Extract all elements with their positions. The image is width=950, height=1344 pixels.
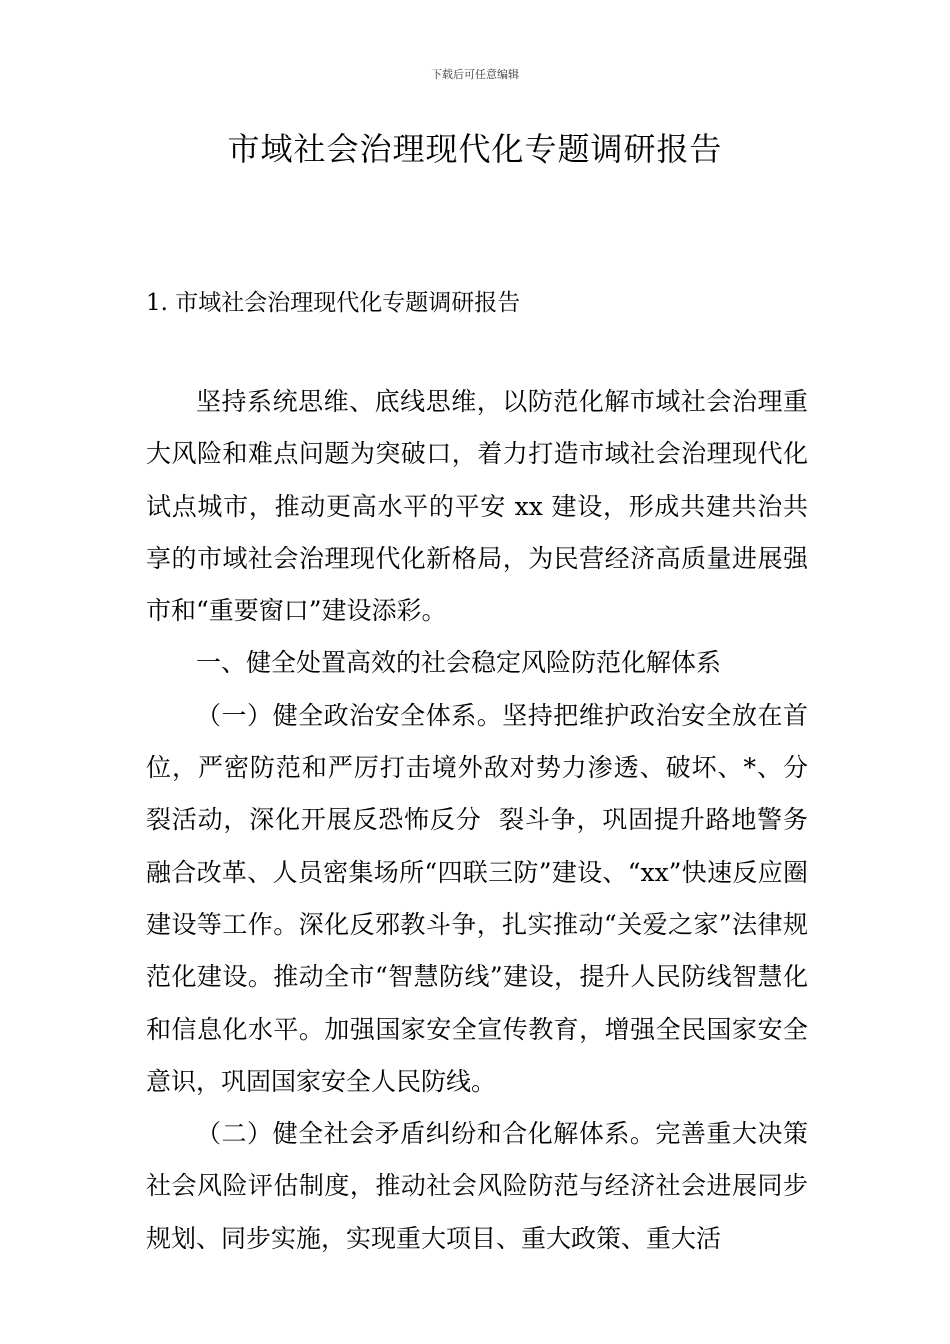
paragraph-conflict-resolution: （二）健全社会矛盾纠纷和合化解体系。完善重大决策社会风险评估制度，推动社会风险防范与经济社会进展同步规划、同步实施，实现重大项目、重大政策、重大活 (146, 1119, 808, 1253)
paragraph-political-security: （一）健全政治安全体系。坚持把维护政治安全放在首位，严密防范和严厉打击境外敌对势力渗透、破坏、*、分 裂活动，深化开展反恐怖反分 裂斗争，巩固提升路地警务融合改革、人员密集场所“四联三防”建设、“xx”快速反应圈建设等工作。深化反邪教斗争，扎实推动“关爱之家”法律规范化建设。推动全市“智慧防线”建设，提升人民防线智慧化和信息化水平。加强国家安全宣传教育，增强全民国家安全意识，巩固国家安全人民防线。 (146, 700, 824, 1096)
paragraph-heading-one: 一、健全处置高效的社会稳定风险防范化解体系 (196, 648, 722, 678)
document-title: 市域社会治理现代化专题调研报告 (227, 130, 723, 168)
section-heading: 1. 市域社会治理现代化专题调研报告 (146, 290, 521, 316)
header-note: 下载后可任意编辑 (431, 68, 519, 81)
document-body (146, 376, 824, 1265)
paragraph-intro: 坚持系统思维、底线思维，以防范化解市域社会治理重大风险和难点问题为突破口，着力打造市域社会治理现代化试点城市，推动更高水平的平安 xx 建设，形成共建共治共享的市域社会治理现代化新格局，为民营经济高质量进展强市和“重要窗口”建设添彩。 (146, 387, 808, 626)
